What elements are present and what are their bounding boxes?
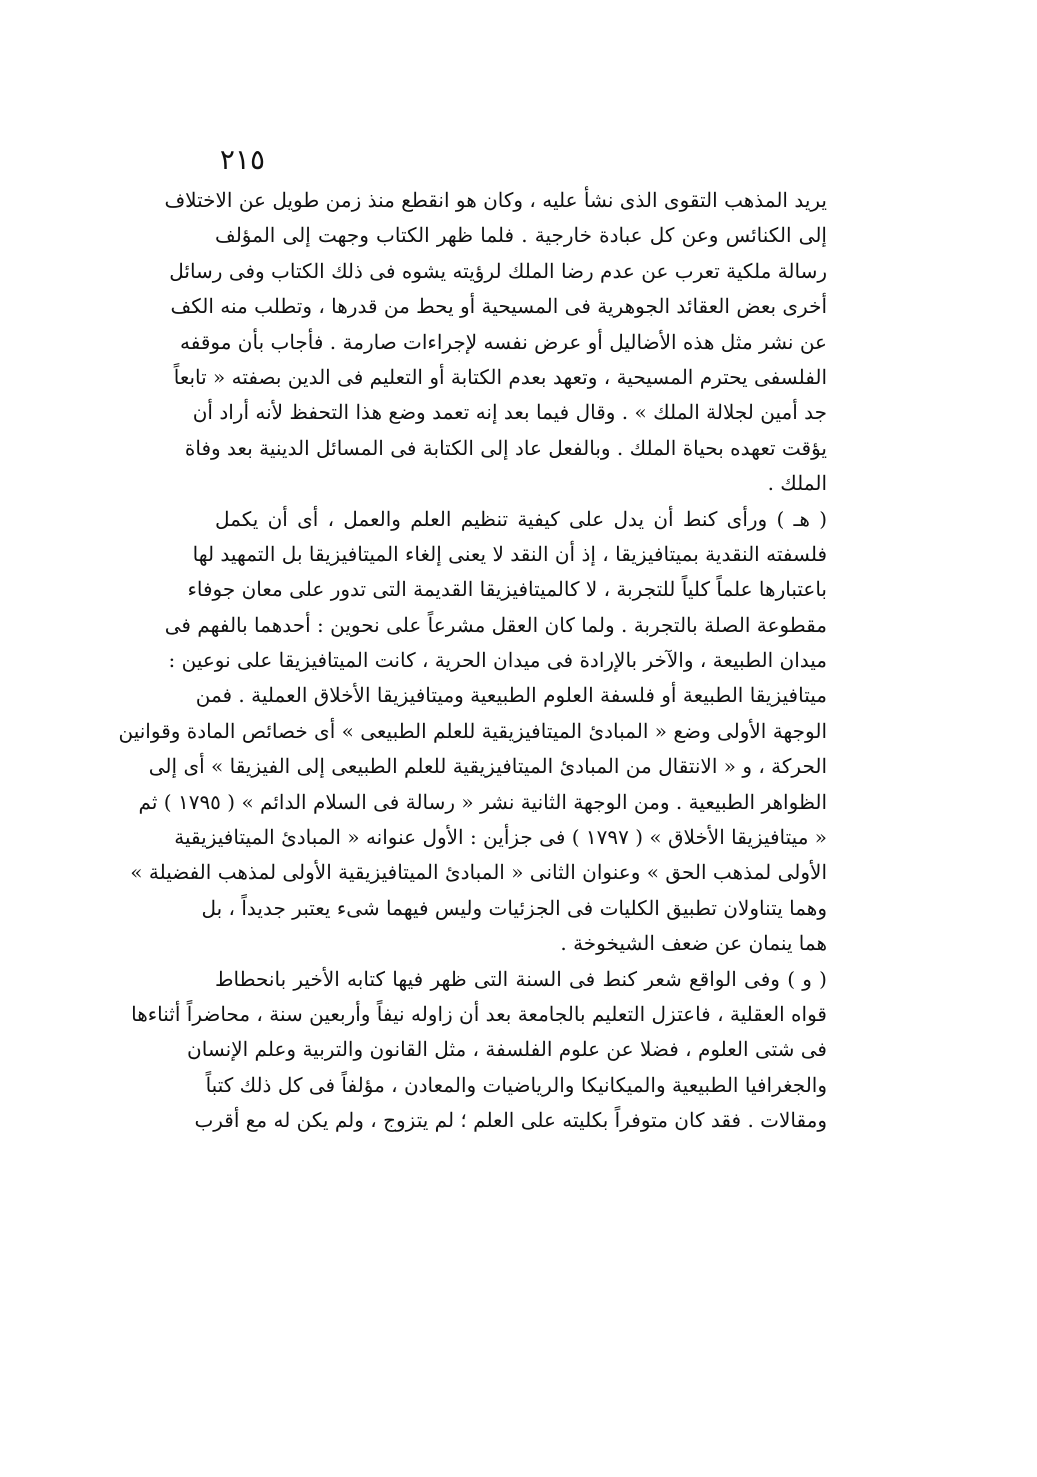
text-line: الفلسفى يحترم المسيحية ، وتعهد بعدم الكتابة أو التعليم فى الدين بصفته « تابعاً [173, 364, 827, 389]
text-line: ومقالات . فقد كان متوفراً بكليته على العلم ؛ لم يتزوج ، ولم يكن له مع أقرب [194, 1108, 827, 1133]
text-line: رسالة ملكية تعرب عن عدم رضا الملك لرؤيته يشوه فى ذلك الكتاب وفى رسائل [169, 258, 827, 283]
text-line: أخرى بعض العقائد الجوهرية فى المسيحية أو يحط من قدرها ، وتطلب منه الكف [170, 294, 827, 319]
text-line: « ميتافيزيقا الأخلاق » ( ١٧٩٧ ) فى جزأين : الأول عنوانه « المبادئ الميتافيزيقية [174, 825, 827, 850]
text-line: ( هـ ) ورأى كنط أن يدل على كيفية تنظيم العلم والعمل ، أى أن يكمل [215, 506, 827, 531]
text-line: عن نشر مثل هذه الأضاليل أو عرض نفسه لإجراءات صارمة . فأجاب بأن موقفه [179, 329, 827, 354]
paragraph-kant-religion [164, 183, 827, 502]
text-line: فلسفته النقدية بميتافيزيقا ، إذ أن النقد لا يعنى إلغاء الميتافيزيقا بل التمهيد لها [192, 541, 827, 566]
text-line: ( و ) وفى الواقع شعر كنط فى السنة التى ظهر فيها كتابه الأخير بانحطاط [215, 966, 827, 991]
text-line: وهما يتناولان تطبيق الكليات فى الجزئيات وليس فيهما شىء يعتبر جديداً ، بل [201, 895, 827, 920]
text-line: يريد المذهب التقوى الذى نشأ عليه ، وكان هو انقطع منذ زمن طويل عن الاختلاف [164, 188, 827, 212]
text-line: هما ينمان عن ضعف الشيخوخة . [560, 931, 827, 956]
text-line: والجغرافيا الطبيعية والميكانيكا والرياضيات والمعادن ، مؤلفاً فى كل ذلك كتباً [205, 1072, 827, 1097]
paragraph-decline [131, 962, 827, 1139]
text-line: قواه العقلية ، فاعتزل التعليم بالجامعة بعد أن زاوله نيفاً وأربعين سنة ، محاضراً أثناءها [131, 1001, 827, 1026]
text-line: يؤقت تعهده بحياة الملك . وبالفعل عاد إلى الكتابة فى المسائل الدينية بعد وفاة [184, 435, 827, 460]
text-line: الوجهة الأولى وضع « المبادئ الميتافيزيقية للعلم الطبيعى » أى خصائص المادة وقوانين [118, 718, 827, 743]
text-line: الحركة ، و « الانتقال من المبادئ الميتافيزيقية للعلم الطبيعى إلى الفيزيقا » أى إلى [148, 754, 827, 779]
text-line: الأولى لمذهب الحق » وعنوان الثانى « المبادئ الميتافيزيقية الأولى لمذهب الفضيلة » [130, 860, 827, 885]
text-line: جد أمين لجلالة الملك » . وقال فيما بعد إنه تعمد وضع هذا التحفظ لأنه أراد أن [192, 400, 827, 425]
text-line: ميتافيزيقا الطبيعة أو فلسفة العلوم الطبيعية وميتافيزيقا الأخلاق العملية . فمن [195, 683, 827, 708]
page-number: ٢١٥ [219, 143, 265, 176]
text-line: مقطوعة الصلة بالتجربة . ولما كان العقل مشرعاً على نحوين : أحدهما بالفهم فى [164, 612, 827, 637]
text-line: باعتبارها علماً كلياً للتجربة ، لا كالميتافيزيقا القديمة التى تدور على معان جوفاء [187, 577, 827, 602]
text-line: الملك . [767, 471, 827, 496]
text-line: الظواهر الطبيعية . ومن الوجهة الثانية نشر « رسالة فى السلام الدائم » ( ١٧٩٥ ) ثم [138, 789, 827, 814]
text-line: إلى الكنائس وعن كل عبادة خارجية . فلما ظهر الكتاب وجهت إلى المؤلف [215, 223, 827, 248]
paragraph-metaphysics [118, 502, 827, 962]
body-text [118, 183, 827, 1139]
text-line: فى شتى العلوم ، فضلا عن علوم الفلسفة ، مثل القانون والتربية وعلم الإنسان [187, 1037, 827, 1062]
text-line: ميدان الطبيعة ، والآخر بالإرادة فى ميدان الحرية ، كانت الميتافيزيقا على نوعين : [168, 648, 827, 673]
